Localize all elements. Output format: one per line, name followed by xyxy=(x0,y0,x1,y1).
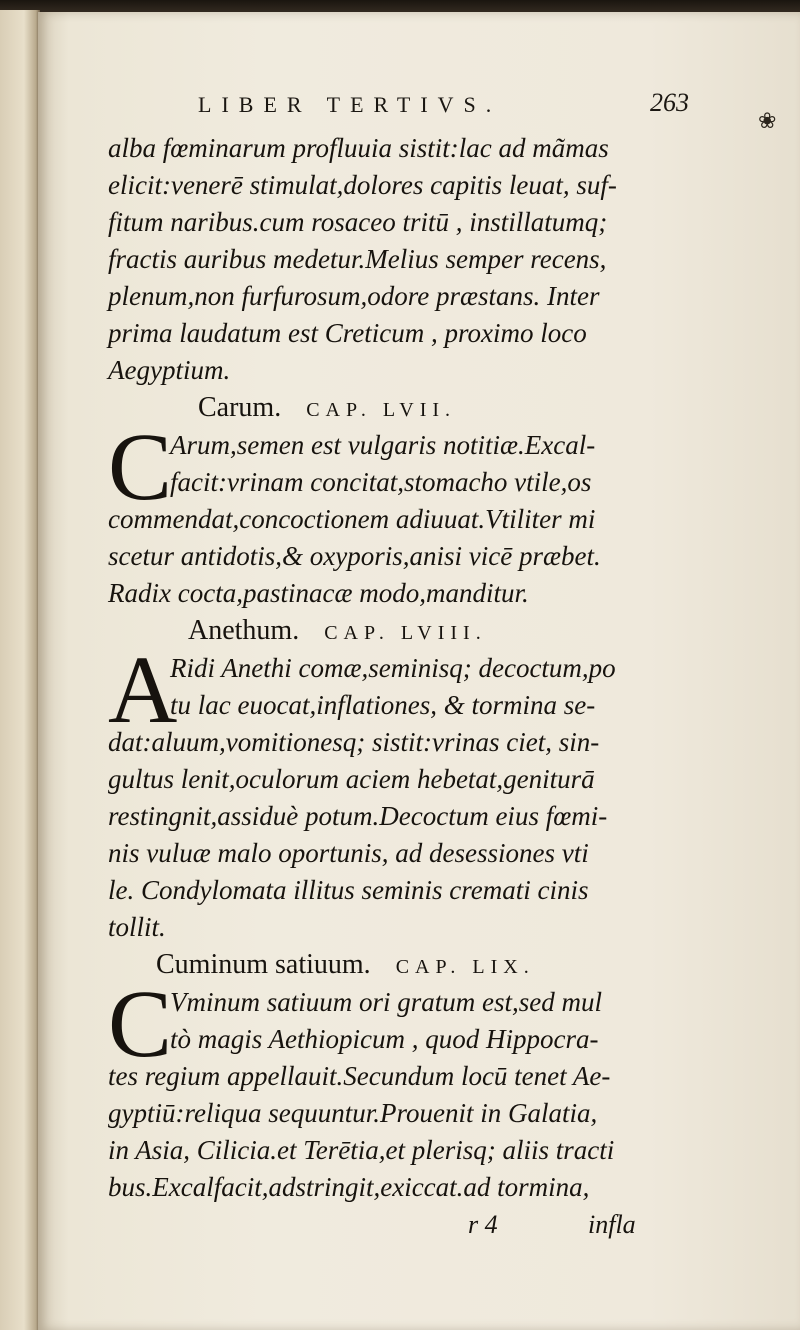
text-line: nis vuluæ malo oportunis, ad desessiones vti xyxy=(108,838,589,868)
section-title: Anethum. xyxy=(188,615,300,646)
text-line: fitum naribus.cum rosaceo tritū , instillatumq; xyxy=(108,207,608,237)
section-body xyxy=(108,413,708,612)
text-line: tollit. xyxy=(108,912,166,942)
text-line: tu lac euocat,inflationes, & tormina se- xyxy=(170,690,596,720)
text-line: bus.Excalfacit,adstringit,exiccat.ad tormina, xyxy=(108,1172,590,1202)
text-line: Vminum satiuum ori gratum est,sed mul xyxy=(170,987,602,1017)
section-title: Cuminum satiuum. xyxy=(156,949,371,980)
section-body xyxy=(108,636,708,946)
text-line: dat:aluum,vomitionesq; sistit:vrinas ciet, sin- xyxy=(108,727,600,757)
book-page xyxy=(38,12,800,1330)
drop-capital: A xyxy=(108,636,178,743)
text-line: tò magis Aethiopicum , quod Hippocra- xyxy=(170,1024,599,1054)
intro-paragraph xyxy=(108,130,708,389)
drop-capital: C xyxy=(108,413,173,520)
chapter-label: CAP. LIX. xyxy=(395,956,535,978)
text-line: alba fœminarum profluuia sistit:lac ad mãmas xyxy=(108,133,609,163)
chapter-label: CAP. LVII. xyxy=(306,399,457,421)
text-line: fractis auribus medetur.Melius semper recens, xyxy=(108,244,607,274)
facing-page-edge xyxy=(0,10,40,1330)
text-line: gultus lenit,oculorum aciem hebetat,geniturā xyxy=(108,764,595,794)
page-text xyxy=(108,130,708,1243)
section-heading xyxy=(108,389,708,427)
text-line: plenum,non furfurosum,odore præstans. Inter xyxy=(108,281,600,311)
text-line: commendat,concoctionem adiuuat.Vtiliter mi xyxy=(108,504,596,534)
text-line: Ridi Anethi comæ,seminisq; decoctum,po xyxy=(170,653,616,683)
text-line: restingnit,assiduè potum.Decoctum eius fœmi- xyxy=(108,801,608,831)
text-line: prima laudatum est Creticum , proximo loco xyxy=(108,318,587,348)
text-line: elicit:venerē stimulat,dolores capitis leuat, suf- xyxy=(108,170,617,200)
text-line: scetur antidotis,& oxyporis,anisi vicē præbet. xyxy=(108,541,601,571)
section-heading xyxy=(108,946,708,984)
section-title: Carum. xyxy=(198,392,282,423)
chapter-label: CAP. LVIII. xyxy=(324,622,487,644)
text-line: le. Condylomata illitus seminis cremati cinis xyxy=(108,875,589,905)
catchword: infla xyxy=(588,1210,636,1239)
text-line: in Asia, Cilicia.et Terētia,et plerisq; aliis tracti xyxy=(108,1135,615,1165)
text-line: Aegyptium. xyxy=(108,355,231,385)
section-heading xyxy=(108,612,708,650)
section-body xyxy=(108,970,708,1206)
text-line: Arum,semen est vulgaris notitiæ.Excal- xyxy=(170,430,596,460)
ink-blot: ❀ xyxy=(758,108,777,133)
text-line: gyptiū:reliqua sequuntur.Prouenit in Galatia, xyxy=(108,1098,598,1128)
drop-capital: C xyxy=(108,970,173,1077)
page-number: 263 xyxy=(650,88,689,117)
page-footer xyxy=(108,1206,708,1243)
text-line: facit:vrinam concitat,stomacho vtile,os xyxy=(170,467,592,497)
running-head: LIBER TERTIVS. xyxy=(198,92,502,117)
page-header xyxy=(38,88,800,133)
text-line: tes regium appellauit.Secundum locū tenet Ae- xyxy=(108,1061,611,1091)
signature-mark: r 4 xyxy=(468,1210,498,1239)
text-line: Radix cocta,pastinacæ modo,manditur. xyxy=(108,578,529,608)
